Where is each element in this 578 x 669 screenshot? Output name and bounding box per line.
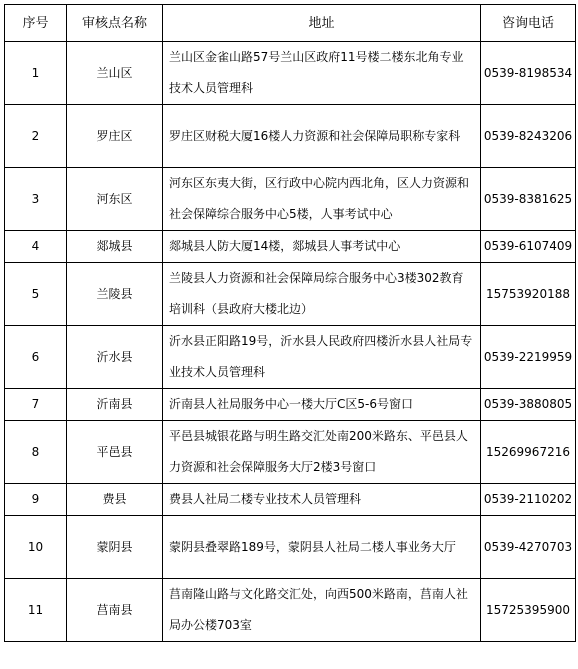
row-phone: 0539-2219959 bbox=[481, 326, 576, 389]
row-address: 罗庄区财税大厦16楼人力资源和社会保障局职称专家科 bbox=[163, 105, 481, 168]
row-name: 郯城县 bbox=[67, 231, 163, 263]
row-phone: 15753920188 bbox=[481, 263, 576, 326]
table-header-row bbox=[5, 5, 576, 42]
row-phone: 0539-8243206 bbox=[481, 105, 576, 168]
row-address: 郯城县人防大厦14楼，郯城县人事考试中心 bbox=[163, 231, 481, 263]
row-no: 9 bbox=[5, 484, 67, 516]
header-no: 序号 bbox=[5, 5, 67, 42]
row-phone: 0539-2110202 bbox=[481, 484, 576, 516]
header-name: 审核点名称 bbox=[67, 5, 163, 42]
row-name: 莒南县 bbox=[67, 579, 163, 642]
row-name: 沂南县 bbox=[67, 389, 163, 421]
table-row bbox=[5, 421, 576, 484]
row-no: 8 bbox=[5, 421, 67, 484]
row-no: 2 bbox=[5, 105, 67, 168]
row-name: 兰山区 bbox=[67, 42, 163, 105]
table-row bbox=[5, 168, 576, 231]
row-name: 河东区 bbox=[67, 168, 163, 231]
header-phone: 咨询电话 bbox=[481, 5, 576, 42]
audit-points-table bbox=[4, 4, 576, 642]
row-phone: 0539-8198534 bbox=[481, 42, 576, 105]
row-address: 莒南隆山路与文化路交汇处，向西500米路南，莒南人社局办公楼703室 bbox=[163, 579, 481, 642]
row-phone: 0539-8381625 bbox=[481, 168, 576, 231]
row-address: 兰陵县人力资源和社会保障局综合服务中心3楼302教育培训科（县政府大楼北边） bbox=[163, 263, 481, 326]
row-address: 蒙阴县叠翠路189号，蒙阴县人社局二楼人事业务大厅 bbox=[163, 516, 481, 579]
table-row bbox=[5, 484, 576, 516]
row-no: 11 bbox=[5, 579, 67, 642]
row-name: 蒙阴县 bbox=[67, 516, 163, 579]
row-phone: 0539-4270703 bbox=[481, 516, 576, 579]
row-address: 沂水县正阳路19号，沂水县人民政府四楼沂水县人社局专业技术人员管理科 bbox=[163, 326, 481, 389]
row-address: 沂南县人社局服务中心一楼大厅C区5-6号窗口 bbox=[163, 389, 481, 421]
row-phone: 15725395900 bbox=[481, 579, 576, 642]
row-no: 7 bbox=[5, 389, 67, 421]
table-row bbox=[5, 579, 576, 642]
table-row bbox=[5, 326, 576, 389]
row-address: 平邑县城银花路与明生路交汇处南200米路东、平邑县人力资源和社会保障服务大厅2楼3号窗口 bbox=[163, 421, 481, 484]
table-row bbox=[5, 231, 576, 263]
row-no: 3 bbox=[5, 168, 67, 231]
row-phone: 15269967216 bbox=[481, 421, 576, 484]
row-name: 兰陵县 bbox=[67, 263, 163, 326]
table-row bbox=[5, 389, 576, 421]
row-no: 4 bbox=[5, 231, 67, 263]
row-no: 5 bbox=[5, 263, 67, 326]
table-row bbox=[5, 263, 576, 326]
row-address: 兰山区金雀山路57号兰山区政府11号楼二楼东北角专业技术人员管理科 bbox=[163, 42, 481, 105]
row-address: 费县人社局二楼专业技术人员管理科 bbox=[163, 484, 481, 516]
row-no: 1 bbox=[5, 42, 67, 105]
row-no: 10 bbox=[5, 516, 67, 579]
header-address: 地址 bbox=[163, 5, 481, 42]
table-row bbox=[5, 105, 576, 168]
row-phone: 0539-3880805 bbox=[481, 389, 576, 421]
row-name: 费县 bbox=[67, 484, 163, 516]
table-row bbox=[5, 42, 576, 105]
row-no: 6 bbox=[5, 326, 67, 389]
row-name: 平邑县 bbox=[67, 421, 163, 484]
row-address: 河东区东夷大街，区行政中心院内西北角，区人力资源和社会保障综合服务中心5楼，人事考试中心 bbox=[163, 168, 481, 231]
table-row bbox=[5, 516, 576, 579]
row-name: 沂水县 bbox=[67, 326, 163, 389]
row-phone: 0539-6107409 bbox=[481, 231, 576, 263]
row-name: 罗庄区 bbox=[67, 105, 163, 168]
